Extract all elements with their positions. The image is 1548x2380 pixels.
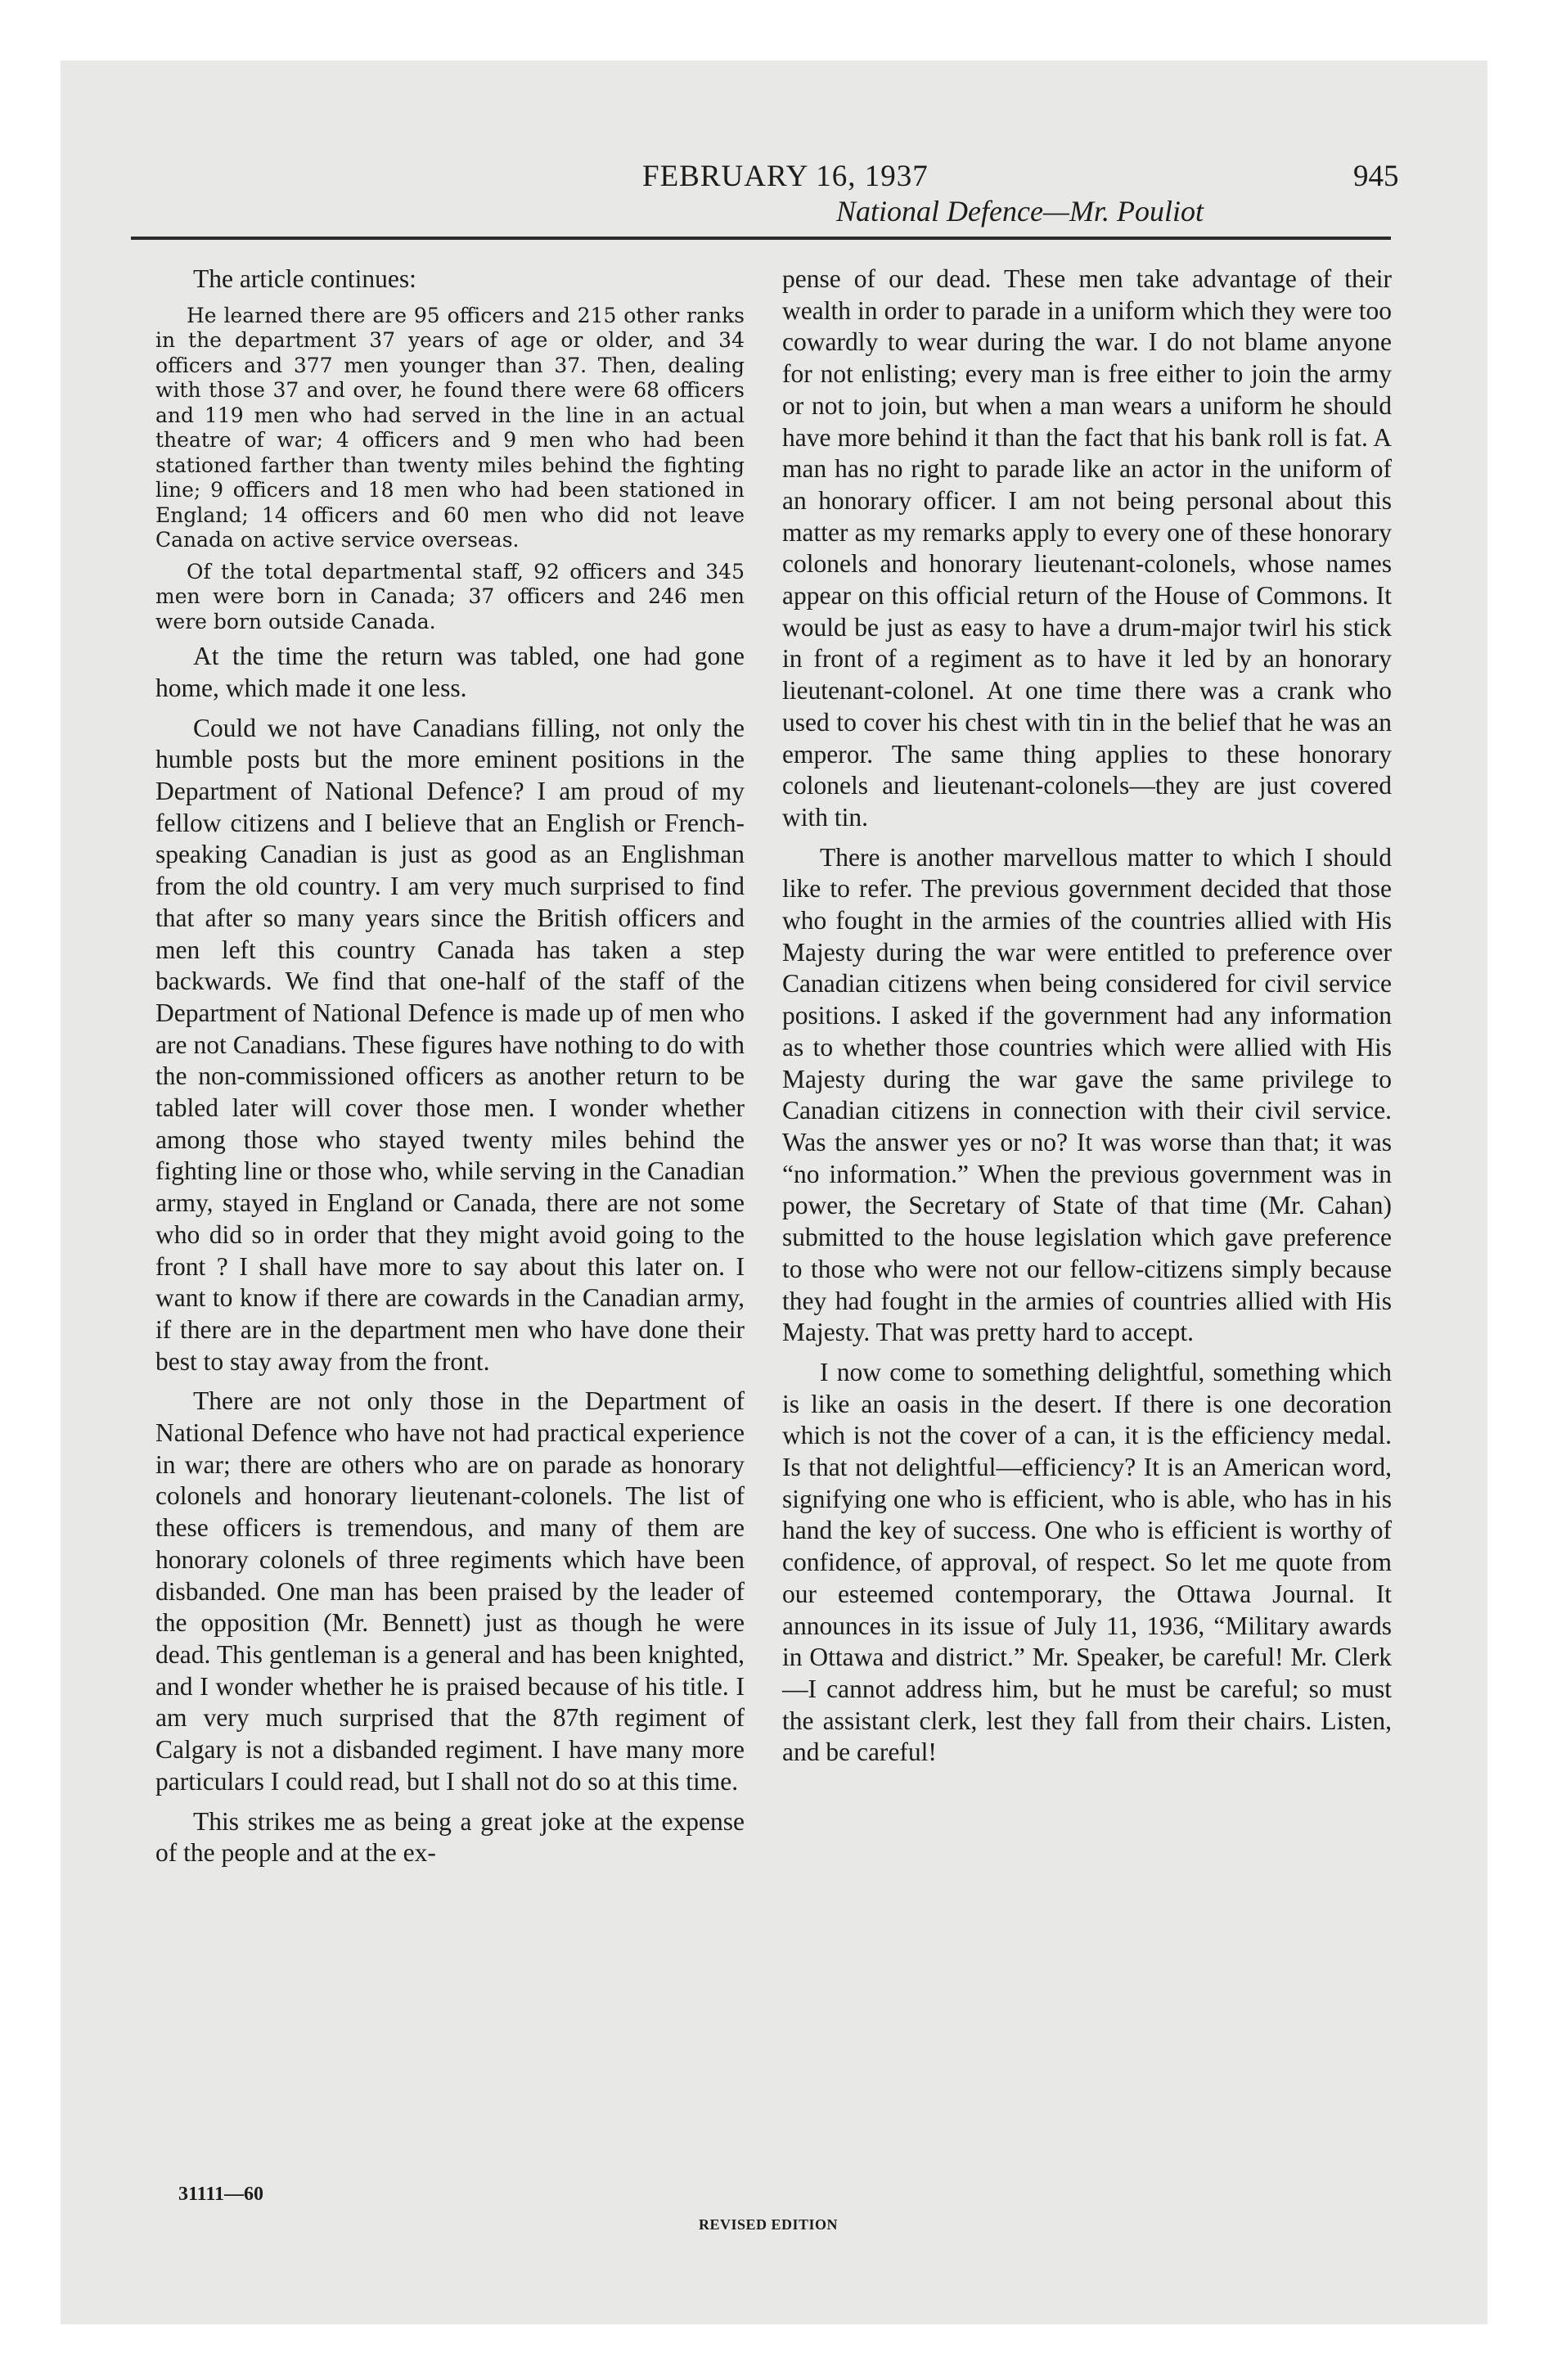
paragraph: At the time the return was tabled, one had gone home, which made it one less.: [155, 642, 745, 702]
left-column: [155, 264, 745, 1877]
edition-note: REVISED EDITION: [699, 2216, 839, 2233]
paragraph: There are not only those in the Department of National Defence who have not had practical experience in war; there are others who are on parade as honorary colonels and honorary lieutenant-colonels. The list of these officers is tremendous, and many of them are honorary colonels of three regiments which have been disbanded. One man has been praised by the leader of the opposition (Mr. Bennett) just as though he were dead. This gentleman is a general and has been knighted, and I wonder whether he is praised because of his title. I am very much surprised that the 87th regiment of Calgary is not a disbanded regiment. I have many more particulars I could read, but I shall not do so at this time.: [155, 1386, 745, 1796]
header-rule: [131, 237, 1391, 240]
header-subtitle: National Defence—Mr. Pouliot: [836, 195, 1204, 228]
paragraph: There is another marvellous matter to which I should like to refer. The previous government decided that those who fought in the armies of the countries allied with His Majesty during the war were entitled to preference over Canadian citizens when being considered for civil service positions. I asked if the government had any information as to whether those countries which were allied with His Majesty during the war gave the same privilege to Canadian citizens in connection with their civil service. Was the answer yes or no? It was worse than that; it was “no information.” When the previous government was in power, the Secretary of State of that time (Mr. Cahan) submitted to the house legislation which gave preference to those who were not our fellow-citizens simply because they had fought in the armies of countries allied with His Majesty. That was pretty hard to accept.: [782, 842, 1392, 1347]
page-number: 945: [1353, 160, 1399, 193]
paragraph: I now come to something delightful, something which is like an oasis in the desert. If there is one decoration which is not the cover of a can, it is the efficiency medal. Is that not delightful—efficiency? It is an American word, signifying one who is efficient, who is able, who has in his hand the key of success. One who is efficient is worthy of confidence, of approval, of respect. So let me quote from our esteemed contemporary, the Ottawa Journal. It announces in its issue of July 11, 1936, “Military awards in Ottawa and district.” Mr. Speaker, be careful! Mr. Clerk —I cannot address him, but he must be careful; so must the assistant clerk, lest they fall from their chairs. Listen, and be careful!: [782, 1357, 1392, 1767]
printer-signature: 31111—60: [178, 2184, 264, 2205]
intro-line: The article continues:: [193, 264, 416, 293]
right-column: [782, 264, 1392, 1777]
paragraph-continued: pense of our dead. These men take advantage of their wealth in order to parade in a uniform which they were too cowardly to wear during the war. I do not blame anyone for not enlisting; every man is free either to join the army or not to join, but when a man wears a uniform he should have more behind it than the fact that his bank roll is fat. A man has no right to parade like an actor in the uniform of an honorary officer. I am not being personal about this matter as my remarks apply to every one of these honorary colonels and honorary lieutenant-colonels, whose names appear on this official return of the House of Commons. It would be just as easy to have a drum-major twirl his stick in front of a regiment as to have it led by an honorary lieutenant-colonel. At one time there was a crank who used to cover his chest with tin in the belief that he was an emperor. The same thing applies to these honorary colonels and lieutenant-colonels—they are just covered with tin.: [782, 264, 1392, 832]
quoted-article-paragraph: Of the total departmental staff, 92 officers and 345 men were born in Canada; 37 officers and 246 men were born outside Canada.: [155, 559, 745, 633]
header-date: FEBRUARY 16, 1937: [642, 160, 929, 193]
quoted-article-paragraph: He learned there are 95 officers and 215 other ranks in the department 37 years of age or older, and 34 officers and 377 men younger than 37. Then, dealing with those 37 and over, he found there were 68 officers and 119 men who had served in the line in an actual theatre of war; 4 officers and 9 men who had been stationed farther than twenty miles behind the fighting line; 9 officers and 18 men who had been stationed in England; 14 officers and 60 men who did not leave Canada on active service overseas.: [155, 303, 745, 552]
paragraph: This strikes me as being a great joke at the expense of the people and at the ex-: [155, 1806, 745, 1868]
paragraph: Could we not have Canadians filling, not only the humble posts but the more eminent positions in the Department of National Defence? I am proud of my fellow citizens and I believe that an English or French-speaking Canadian is just as good as an Englishman from the old country. I am very much surprised to find that after so many years since the British officers and men left this country Canada has taken a step backwards. We find that one-half of the staff of the Department of National Defence is made up of men who are not Canadians. These figures have nothing to do with the non-commissioned officers as another return to be tabled later will cover those men. I wonder whether among those who stayed twenty miles behind the fighting line or those who, while serving in the Canadian army, stayed in England or Canada, there are not some who did so in order that they might avoid going to the front ? I shall have more to say about this later on. I want to know if there are cowards in the Canadian army, if there are in the department men who have done their best to stay away from the front.: [155, 713, 745, 1376]
